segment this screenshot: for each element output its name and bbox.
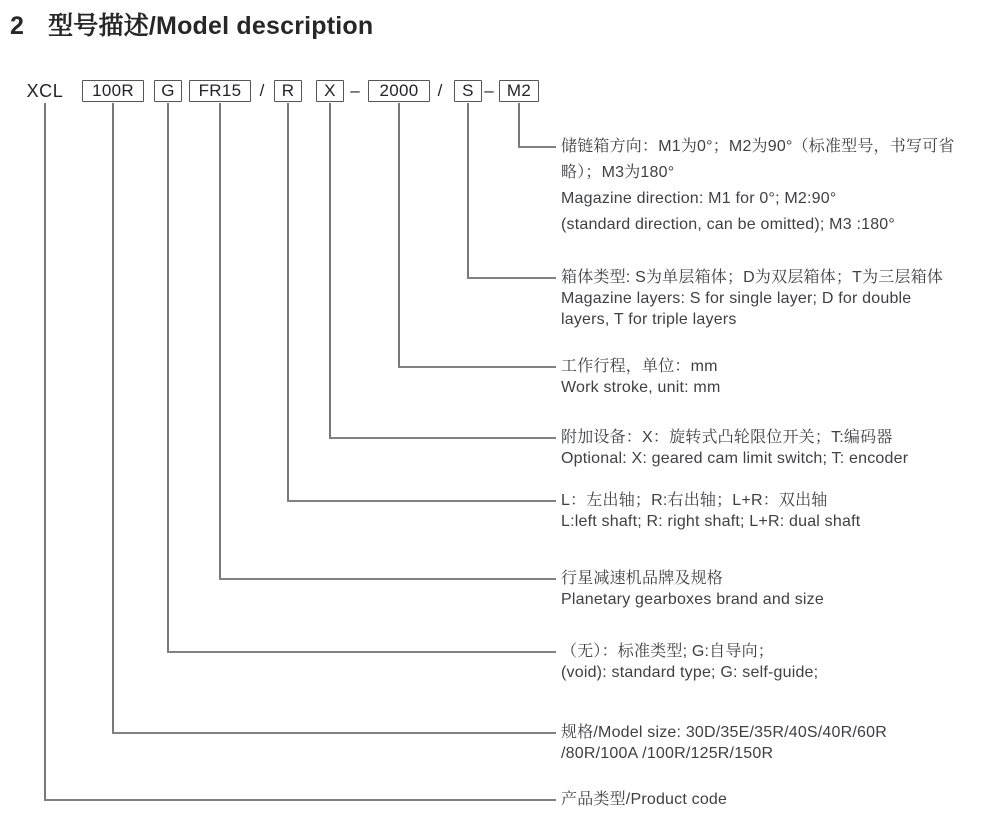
desc-line: 略）；M3为180° (561, 164, 675, 181)
code-text-sep1: / (259, 81, 265, 100)
desc-line: Magazine layers: S for single layer; D for double (561, 290, 912, 307)
desc-line: (void): standard type; G: self-guide; (561, 664, 819, 681)
connector-vline-product-code (44, 103, 46, 801)
connector-vline-shaft-direction (287, 103, 289, 502)
desc-block-magazine-direction (561, 134, 989, 238)
connector-vline-model-size (112, 103, 114, 734)
desc-block-magazine-layers (561, 267, 989, 330)
connector-vline-magazine-layers (467, 103, 469, 279)
connector-vline-magazine-direction (518, 103, 520, 148)
connector-hline-optional-devices (329, 437, 556, 439)
code-box-X: X (316, 80, 344, 102)
desc-block-work-stroke (561, 356, 989, 398)
connector-hline-magazine-layers (467, 277, 556, 279)
desc-block-optional-devices (561, 427, 989, 469)
desc-line: Planetary gearboxes brand and size (561, 591, 824, 608)
desc-line: (standard direction, can be omitted); M3 :180° (561, 216, 895, 233)
code-text-XCL: XCL (26, 81, 64, 101)
connector-hline-model-size (112, 732, 556, 734)
desc-block-shaft-direction (561, 490, 989, 532)
code-text-sep2: – (350, 81, 360, 100)
connector-vline-work-stroke (398, 103, 400, 368)
connector-hline-product-code (44, 799, 556, 801)
desc-line: 产品类型/Product code (561, 791, 728, 808)
code-box-100R: 100R (82, 80, 144, 102)
code-box-R: R (274, 80, 302, 102)
code-text-sep4: – (484, 81, 494, 100)
desc-line: 储链箱方向：M1为0°；M2为90°（标准型号，书写可省 (561, 138, 955, 155)
connector-vline-optional-devices (329, 103, 331, 439)
desc-line: L:left shaft; R: right shaft; L+R: dual shaft (561, 513, 861, 530)
desc-line: Optional: X: geared cam limit switch; T: encoder (561, 450, 909, 467)
desc-block-model-size (561, 722, 989, 764)
code-text-sep3: / (437, 81, 443, 100)
section-number: 2 (10, 12, 25, 40)
desc-line: L：左出轴；R:右出轴；L+R：双出轴 (561, 492, 828, 509)
code-box-G: G (154, 80, 182, 102)
connector-hline-gearbox-brand (219, 578, 556, 580)
desc-block-guide-type (561, 641, 989, 683)
desc-line: 附加设备：X：旋转式凸轮限位开关；T:编码器 (561, 429, 893, 446)
connector-hline-shaft-direction (287, 500, 556, 502)
connector-vline-gearbox-brand (219, 103, 221, 580)
desc-line: 工作行程，单位：mm (561, 358, 718, 375)
code-box-2000: 2000 (368, 80, 430, 102)
connector-hline-magazine-direction (518, 146, 556, 148)
desc-line: layers, T for triple layers (561, 311, 737, 328)
code-box-M2: M2 (499, 80, 539, 102)
desc-line: /80R/100A /100R/125R/150R (561, 745, 774, 762)
code-box-S: S (454, 80, 482, 102)
desc-block-gearbox-brand (561, 568, 989, 610)
connector-hline-guide-type (167, 651, 556, 653)
desc-line: Work stroke, unit: mm (561, 379, 721, 396)
page-title (10, 6, 373, 42)
connector-hline-work-stroke (398, 366, 556, 368)
section-title-text: 型号描述/Model description (48, 12, 374, 40)
desc-line: 箱体类型: S为单层箱体；D为双层箱体；T为三层箱体 (561, 269, 944, 286)
desc-block-product-code (561, 789, 989, 810)
desc-line: （无）：标准类型; G:自导向； (561, 643, 774, 660)
desc-line: 行星减速机品牌及规格 (561, 570, 724, 587)
code-box-FR15: FR15 (189, 80, 251, 102)
desc-line: Magazine direction: M1 for 0°; M2:90° (561, 190, 837, 207)
desc-line: 规格/Model size: 30D/35E/35R/40S/40R/60R (561, 724, 887, 741)
connector-vline-guide-type (167, 103, 169, 653)
